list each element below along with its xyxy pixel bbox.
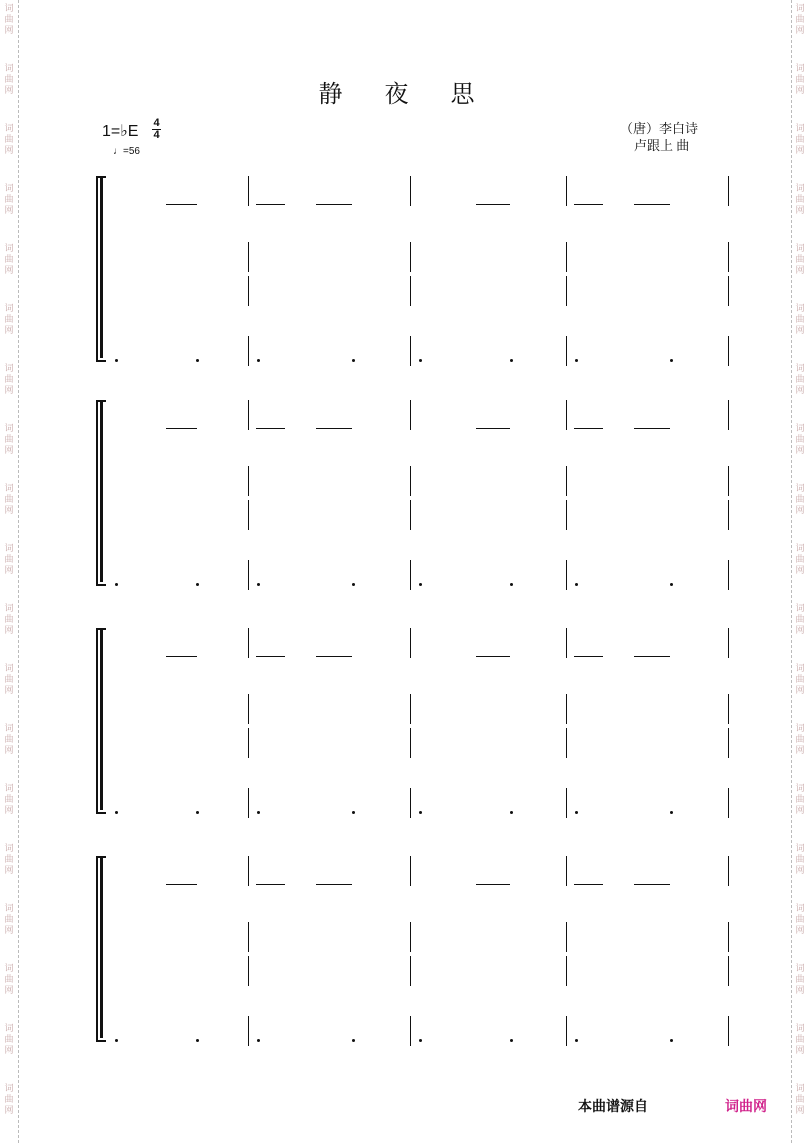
watermark-mark: 词 曲 网 [4,784,14,816]
system-bracket-bar [100,176,103,358]
barline [728,336,729,366]
barline [410,336,411,366]
barline [566,336,567,366]
watermark-mark: 词 曲 网 [795,4,805,36]
barline [410,628,411,658]
barline [566,242,567,272]
barline [728,176,729,206]
low-octave-dot [352,1039,355,1042]
low-octave-dot [352,583,355,586]
watermark-mark: 词 曲 网 [795,484,805,516]
barline [728,788,729,818]
barline [248,276,249,306]
watermark-mark: 词 曲 网 [4,4,14,36]
low-octave-dot [510,811,513,814]
time-signature-top: 4 [153,117,160,129]
watermark-mark: 词 曲 网 [4,484,14,516]
low-octave-dot [670,359,673,362]
barline [728,856,729,886]
barline [410,400,411,430]
barline [248,922,249,952]
eighth-note-beam [634,656,670,657]
barline [728,728,729,758]
barline [566,694,567,724]
barline [566,276,567,306]
barline [410,956,411,986]
barline [248,728,249,758]
barline [248,176,249,206]
watermark-mark: 词 曲 网 [795,364,805,396]
barline [566,400,567,430]
barline [410,276,411,306]
low-octave-dot [510,359,513,362]
low-octave-dot [419,583,422,586]
barline [566,560,567,590]
low-octave-dot [575,583,578,586]
barline [410,500,411,530]
barline [728,628,729,658]
eighth-note-beam [634,204,670,205]
low-octave-dot [196,359,199,362]
eighth-note-beam [316,428,352,429]
barline [410,176,411,206]
watermark-mark: 词 曲 网 [4,64,14,96]
low-octave-dot [257,1039,260,1042]
watermark-mark: 词 曲 网 [795,1084,805,1116]
barline [248,242,249,272]
eighth-note-beam [256,428,285,429]
watermark-mark: 词 曲 网 [4,844,14,876]
barline [728,242,729,272]
eighth-note-beam [166,428,197,429]
barline [410,466,411,496]
eighth-note-beam [316,884,352,885]
barline [248,788,249,818]
low-octave-dot [510,583,513,586]
low-octave-dot [196,583,199,586]
barline [728,500,729,530]
low-octave-dot [352,359,355,362]
barline [248,856,249,886]
barline [248,400,249,430]
barline [728,466,729,496]
eighth-note-beam [256,204,285,205]
watermark-mark: 词 曲 网 [795,964,805,996]
time-signature-bottom: 4 [153,129,160,141]
watermark-mark: 词 曲 网 [795,724,805,756]
watermark-mark: 词 曲 网 [795,844,805,876]
watermark-mark: 词 曲 网 [795,304,805,336]
low-octave-dot [419,811,422,814]
watermark-mark: 词 曲 网 [4,544,14,576]
watermark-mark: 词 曲 网 [4,1024,14,1056]
low-octave-dot [115,1039,118,1042]
eighth-note-beam [574,204,603,205]
watermark-mark: 词 曲 网 [795,664,805,696]
watermark-mark: 词 曲 网 [4,964,14,996]
low-octave-dot [575,1039,578,1042]
eighth-note-beam [476,884,510,885]
poet-credit: （唐）李白诗 [620,121,699,136]
eighth-note-beam [574,884,603,885]
eighth-note-beam [316,656,352,657]
eighth-note-beam [256,656,285,657]
barline [248,560,249,590]
watermark-mark: 词 曲 网 [4,1084,14,1116]
watermark-mark: 词 曲 网 [4,304,14,336]
barline [248,956,249,986]
barline [248,1016,249,1046]
eighth-note-beam [634,428,670,429]
barline [248,336,249,366]
eighth-note-beam [256,884,285,885]
barline [410,856,411,886]
barline [728,400,729,430]
low-octave-dot [257,811,260,814]
eighth-note-beam [634,884,670,885]
barline [410,242,411,272]
eighth-note-beam [476,656,510,657]
barline [566,500,567,530]
system-bracket-bar [100,628,103,810]
low-octave-dot [670,583,673,586]
barline [410,728,411,758]
key-signature: 1=♭E [102,123,139,140]
watermark-mark: 词 曲 网 [795,124,805,156]
barline [248,694,249,724]
low-octave-dot [257,583,260,586]
barline [248,628,249,658]
low-octave-dot [115,359,118,362]
eighth-note-beam [166,656,197,657]
barline [728,922,729,952]
barline [566,856,567,886]
eighth-note-beam [574,428,603,429]
watermark-mark: 词 曲 网 [4,424,14,456]
source-label: 本曲谱源自 [578,1099,648,1115]
low-octave-dot [196,811,199,814]
eighth-note-beam [316,204,352,205]
tempo-marking: ♩=56 [113,146,140,157]
barline [410,922,411,952]
watermark-mark: 词 曲 网 [795,1024,805,1056]
score-system [0,856,811,1046]
watermark-mark: 词 曲 网 [795,904,805,936]
score-system [0,176,811,366]
site-name: 词曲网 [725,1099,767,1115]
barline [728,560,729,590]
watermark-mark: 词 曲 网 [4,184,14,216]
page-title: 静 夜 思 [318,82,493,108]
watermark-mark: 词 曲 网 [4,244,14,276]
system-bracket-bar [100,856,103,1038]
barline [728,694,729,724]
barline [728,1016,729,1046]
low-octave-dot [115,583,118,586]
barline [410,694,411,724]
watermark-mark: 词 曲 网 [4,604,14,636]
barline [410,1016,411,1046]
watermark-mark: 词 曲 网 [795,184,805,216]
watermark-mark: 词 曲 网 [795,544,805,576]
barline [410,788,411,818]
barline [566,922,567,952]
low-octave-dot [575,359,578,362]
barline [566,1016,567,1046]
barline [728,956,729,986]
low-octave-dot [575,811,578,814]
barline [566,956,567,986]
watermark-mark: 词 曲 网 [4,904,14,936]
eighth-note-beam [476,428,510,429]
watermark-mark: 词 曲 网 [4,724,14,756]
low-octave-dot [670,1039,673,1042]
watermark-mark: 词 曲 网 [4,664,14,696]
barline [566,788,567,818]
watermark-mark: 词 曲 网 [795,424,805,456]
low-octave-dot [257,359,260,362]
system-bracket-bar [100,400,103,582]
eighth-note-beam [166,884,197,885]
low-octave-dot [510,1039,513,1042]
watermark-mark: 词 曲 网 [795,64,805,96]
barline [566,728,567,758]
low-octave-dot [352,811,355,814]
eighth-note-beam [166,204,197,205]
barline [728,276,729,306]
watermark-mark: 词 曲 网 [4,124,14,156]
barline [410,560,411,590]
watermark-mark: 词 曲 网 [4,364,14,396]
score-system [0,628,811,818]
eighth-note-beam [574,656,603,657]
barline [248,466,249,496]
barline [566,466,567,496]
low-octave-dot [419,359,422,362]
low-octave-dot [419,1039,422,1042]
watermark-mark: 词 曲 网 [795,604,805,636]
composer-credit: 卢跟上 曲 [634,138,690,153]
time-signature [152,118,161,141]
watermark-mark: 词 曲 网 [795,784,805,816]
barline [566,176,567,206]
low-octave-dot [115,811,118,814]
barline [248,500,249,530]
eighth-note-beam [476,204,510,205]
credits [620,120,698,154]
low-octave-dot [196,1039,199,1042]
low-octave-dot [670,811,673,814]
score-system [0,400,811,590]
barline [566,628,567,658]
watermark-mark: 词 曲 网 [795,244,805,276]
